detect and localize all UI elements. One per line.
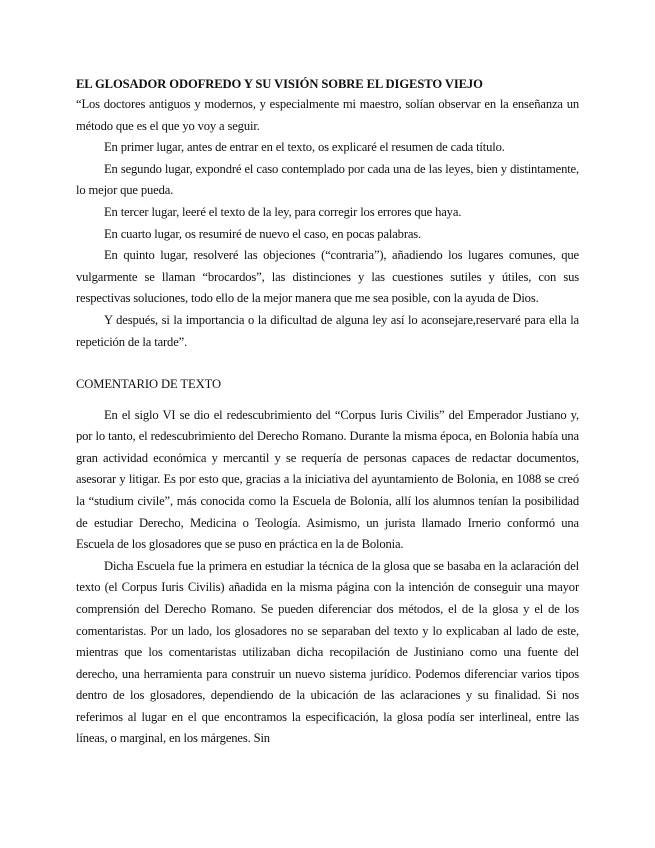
quote-paragraph-4: En tercer lugar, leeré el texto de la ley, para corregir los errores que haya.	[104, 204, 462, 219]
comment-heading: COMENTARIO DE TEXTO	[76, 377, 221, 392]
quote-paragraph-2: En primer lugar, antes de entrar en el texto, os explicaré el resumen de cada título.	[104, 140, 505, 155]
comment-paragraph-1: En el siglo VI se dio el redescubrimiento del “Corpus Iuris Civilis” del Emperador Justiano y, por lo tanto, el redescubrimiento del Derecho Romano. Durante la misma época, en Bolonia había una gran actividad económica y mercantil y se requería de personas capaces de redactar documentos, asesorar y litigar. Es por esto que, gracias a la iniciativa del ayuntamiento de Bolonia, en 1088 se creó la “studium civile”, más conocida como la Escuela de Bolonia, allí los alumnos tenían la posibilidad de estudiar Derecho, Medicina o Teología. Asimismo, un jurista llamado Irnerio conformó una Escuela de los glosadores que se puso en práctica en la de Bolonia.	[76, 407, 579, 552]
quote-paragraph-3: En segundo lugar, expondré el caso contemplado por cada una de las leyes, bien y distintamente, lo mejor que pueda.	[76, 161, 579, 198]
quote-paragraph-6: En quinto lugar, resolveré las objeciones (“contraria”), añadiendo los lugares comunes, que vulgarmente se llaman “brocardos”, las distinciones y las cuestiones sutiles y útiles, con sus respectivas soluciones, todo ello de la mejor manera que me sea posible, con la ayuda de Dios.	[76, 248, 579, 306]
comment-paragraph-2: Dicha Escuela fue la primera en estudiar la técnica de la glosa que se basaba en la aclaración del texto (el Corpus Iuris Civilis) añadida en la misma página con la intención de conseguir una mayor comprensión del Derecho Romano. Se pueden diferenciar dos métodos, el de la glosa y el de los comentaristas. Por un lado, los glosadores no se separaban del texto y lo explicaban al lado de este, mientras que los comentaristas utilizaban dicha recopilación de Justiniano como una fuente del derecho, una herramienta para construir un nuevo sistema jurídico. Podemos diferenciar varios tipos dentro de los glosadores, dependiendo de la ubicación de las aclaraciones y su finalidad. Si nos referimos al lugar en el que encontramos la especificación, la glosa podía ser interlineal, entre las líneas, o marginal, en los márgenes. Sin	[76, 558, 579, 746]
quote-paragraph-1: “Los doctores antiguos y modernos, y especialmente mi maestro, solían observar en la enseñanza un método que es el que yo voy a seguir.	[76, 97, 579, 133]
quote-paragraph-7: Y después, si la importancia o la dificultad de alguna ley así lo aconsejare,reservaré para ella la repetición de la tarde”.	[76, 312, 579, 349]
document-title: EL GLOSADOR ODOFREDO Y SU VISIÓN SOBRE EL DIGESTO VIEJO	[76, 77, 483, 91]
quote-paragraph-5: En cuarto lugar, os resumiré de nuevo el caso, en pocas palabras.	[104, 226, 422, 241]
